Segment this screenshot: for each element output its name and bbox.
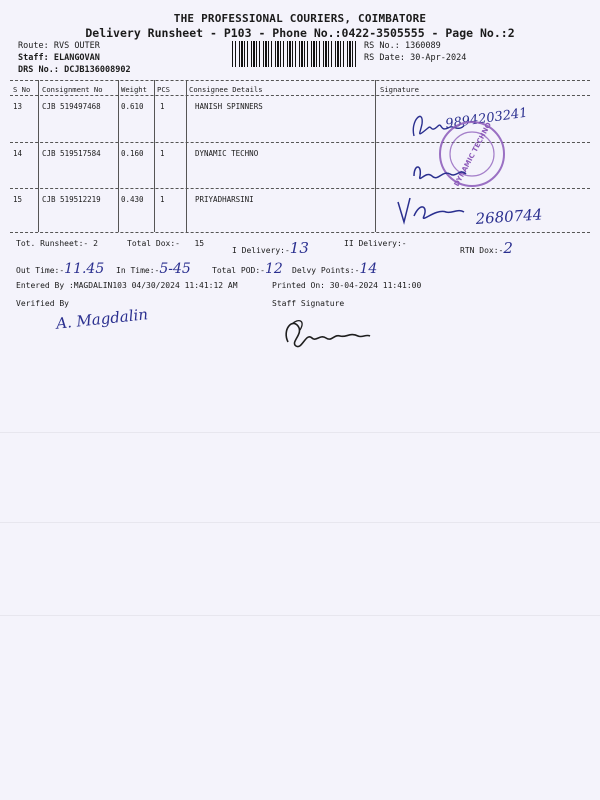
column-header-weight: Weight bbox=[121, 85, 147, 94]
staff-signature-label: Staff Signature bbox=[272, 299, 345, 308]
rtn-dox-value: 2 bbox=[503, 239, 513, 257]
row-pcs: 1 bbox=[160, 195, 165, 204]
barcode-bar bbox=[307, 41, 308, 67]
tot-runsheet: Tot. Runsheet:- 2 bbox=[16, 239, 98, 248]
rs-date-value: 30-Apr-2024 bbox=[410, 53, 467, 63]
barcode-bar bbox=[239, 41, 240, 67]
row-signature-note: 9894203241 bbox=[444, 105, 529, 132]
total-dox: Total Dox:- 15 bbox=[127, 239, 205, 248]
barcode-bar bbox=[323, 41, 324, 67]
table-rule bbox=[10, 95, 590, 96]
barcode-bar bbox=[295, 41, 296, 67]
row-pcs: 1 bbox=[160, 102, 165, 111]
column-line bbox=[154, 80, 155, 232]
rs-no-value: 1360089 bbox=[404, 41, 441, 51]
barcode-bar bbox=[292, 41, 293, 67]
row-sno: 14 bbox=[13, 149, 23, 158]
barcode-bar bbox=[287, 41, 288, 67]
paper-fold bbox=[0, 615, 600, 616]
barcode-bar bbox=[275, 41, 276, 67]
paper-fold bbox=[0, 432, 600, 433]
row-weight: 0.160 bbox=[121, 149, 144, 158]
row-sno: 15 bbox=[13, 195, 23, 204]
column-header-sno: S No bbox=[13, 85, 31, 94]
column-line bbox=[118, 80, 119, 232]
barcode-bar bbox=[355, 41, 356, 67]
barcode-bar bbox=[337, 41, 339, 67]
stamp-text: DYNAMIC TECHNO bbox=[452, 121, 494, 188]
drs-line: DRS No.: DCJB136008902 bbox=[18, 65, 131, 75]
row-consignment: CJB 519497468 bbox=[42, 102, 101, 111]
barcode-bar bbox=[340, 41, 341, 67]
row-consignee: PRIYADHARSINI bbox=[195, 195, 254, 204]
out-time: Out Time:-11.45 bbox=[16, 261, 105, 277]
barcode-bar bbox=[280, 41, 281, 67]
row-pcs: 1 bbox=[160, 149, 165, 158]
i-delivery-value: 13 bbox=[289, 239, 309, 257]
runsheet-title: Delivery Runsheet - P103 - Phone No.:0422-3505555 - Page No.:2 bbox=[85, 26, 515, 40]
barcode-bar bbox=[277, 41, 279, 67]
staff-line: Staff: ELANGOVAN bbox=[18, 53, 100, 63]
barcode-bar bbox=[253, 41, 255, 67]
company-stamp bbox=[440, 121, 504, 188]
row-signature-note: 2680744 bbox=[475, 205, 543, 228]
row-weight: 0.610 bbox=[121, 102, 144, 111]
printed-on: Printed On: 30-04-2024 11:41:00 bbox=[272, 281, 422, 290]
delvy-points: Delvy Points:-14 bbox=[292, 261, 378, 277]
barcode-bar bbox=[283, 41, 284, 67]
barcode-bar bbox=[299, 41, 300, 67]
row-sno: 13 bbox=[13, 102, 23, 111]
rtn-dox: RTN Dox:-2 bbox=[460, 239, 513, 257]
barcode-image bbox=[232, 41, 356, 67]
barcode-bar bbox=[247, 41, 248, 67]
barcode-bar bbox=[265, 41, 267, 67]
in-time: In Time:-5-45 bbox=[116, 261, 191, 277]
barcode-bar bbox=[304, 41, 305, 67]
verified-signature: A. Magdalin bbox=[55, 305, 149, 333]
row-consignment: CJB 519517584 bbox=[42, 149, 101, 158]
barcode-bar bbox=[316, 41, 317, 67]
barcode-bar bbox=[349, 41, 351, 67]
barcode-bar bbox=[352, 41, 353, 67]
barcode-bar bbox=[235, 41, 236, 67]
barcode-bar bbox=[319, 41, 320, 67]
in-time-value: 5-45 bbox=[159, 261, 191, 277]
barcode-bar bbox=[301, 41, 303, 67]
barcode-bar bbox=[263, 41, 264, 67]
table-rule bbox=[10, 80, 590, 81]
route-line: Route: RVS OUTER bbox=[18, 41, 100, 51]
route-value: RVS OUTER bbox=[53, 41, 100, 51]
tot-runsheet-value: 2 bbox=[93, 239, 98, 248]
row-consignee: DYNAMIC TECHNO bbox=[195, 149, 259, 158]
ii-delivery: II Delivery:- bbox=[344, 239, 407, 248]
table-rule bbox=[10, 232, 590, 233]
staff-signature-scribble bbox=[276, 312, 376, 352]
row-consignment: CJB 519512219 bbox=[42, 195, 101, 204]
barcode-bar bbox=[347, 41, 348, 67]
row-consignee: HANISH SPINNERS bbox=[195, 102, 263, 111]
barcode-bar bbox=[259, 41, 260, 67]
company-name: THE PROFESSIONAL COURIERS, COIMBATORE bbox=[173, 12, 427, 25]
signature-scribble bbox=[398, 198, 464, 222]
drs-value: DCJB136008902 bbox=[64, 65, 131, 75]
barcode-bar bbox=[271, 41, 272, 67]
barcode-bar bbox=[311, 41, 312, 67]
delvy-points-value: 14 bbox=[359, 261, 378, 277]
barcode-bar bbox=[313, 41, 315, 67]
column-header-signature: Signature bbox=[380, 85, 419, 94]
barcode-bar bbox=[331, 41, 332, 67]
barcode-bar bbox=[256, 41, 257, 67]
barcode-bar bbox=[343, 41, 344, 67]
paper-fold bbox=[0, 522, 600, 523]
i-delivery: I Delivery:-13 bbox=[232, 239, 309, 257]
rs-date-line: RS Date: 30-Apr-2024 bbox=[364, 53, 467, 63]
column-line bbox=[38, 80, 39, 232]
column-line bbox=[375, 80, 376, 232]
barcode-bar bbox=[328, 41, 329, 67]
barcode-bar bbox=[268, 41, 269, 67]
barcode-bar bbox=[289, 41, 291, 67]
signature-area bbox=[380, 98, 560, 230]
barcode-bar bbox=[251, 41, 252, 67]
column-header-consignment: Consignment No bbox=[42, 85, 103, 94]
column-line bbox=[186, 80, 187, 232]
entered-by: Entered By :MAGDALIN103 04/30/2024 11:41:12 AM bbox=[16, 281, 238, 290]
verified-by-label: Verified By bbox=[16, 299, 69, 308]
staff-value: ELANGOVAN bbox=[53, 53, 100, 63]
barcode-bar bbox=[244, 41, 245, 67]
barcode-bar bbox=[232, 41, 233, 67]
rs-no-line: RS No.: 1360089 bbox=[364, 41, 441, 51]
total-dox-value: 15 bbox=[194, 239, 205, 248]
barcode-bar bbox=[325, 41, 327, 67]
total-pod: Total POD:-12 bbox=[212, 261, 283, 277]
out-time-value: 11.45 bbox=[64, 261, 105, 277]
row-weight: 0.430 bbox=[121, 195, 144, 204]
column-header-pcs: PCS bbox=[157, 85, 170, 94]
barcode-bar bbox=[241, 41, 243, 67]
column-header-consignee: Consignee Details bbox=[189, 85, 263, 94]
total-pod-value: 12 bbox=[264, 261, 283, 277]
barcode-bar bbox=[335, 41, 336, 67]
